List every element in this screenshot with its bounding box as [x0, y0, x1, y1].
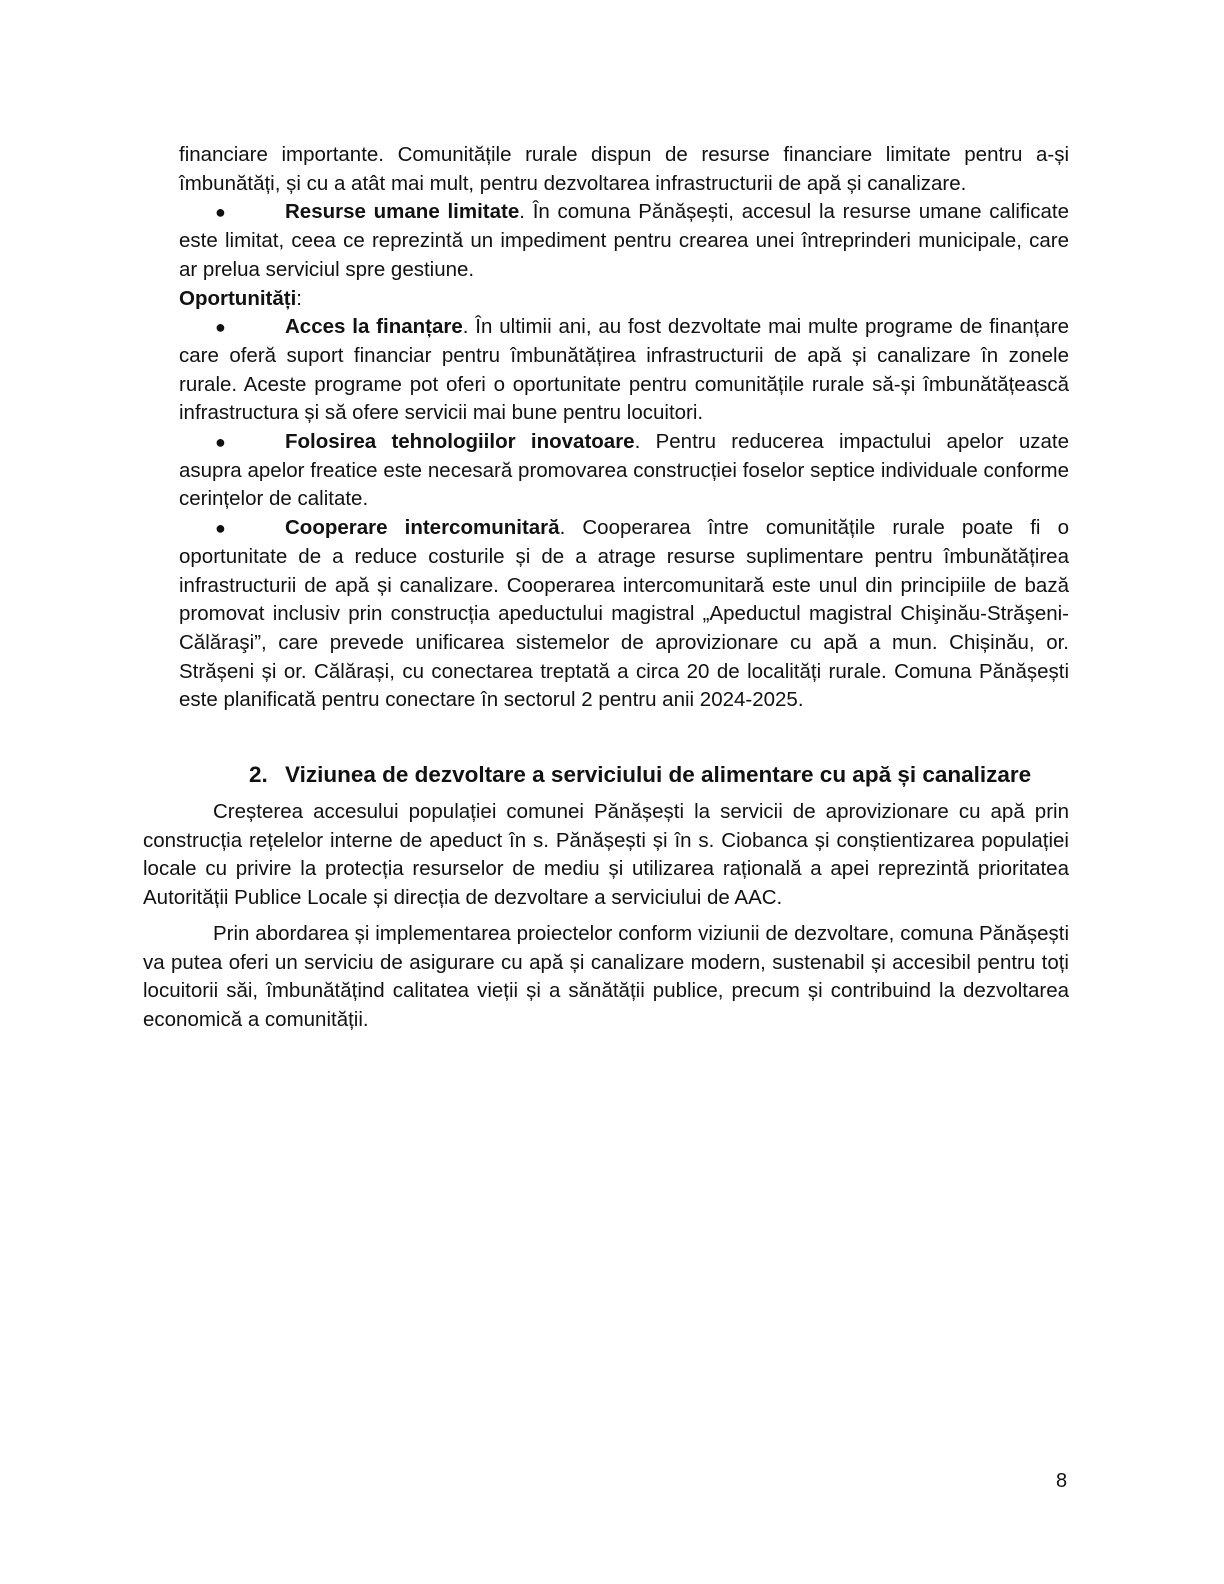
- page-content: [143, 141, 1069, 1035]
- opportunities-heading: [143, 285, 1069, 314]
- opportunities-label: Oportunități: [179, 286, 297, 310]
- page-number: 8: [1056, 1470, 1068, 1492]
- item-text: . În comuna Pănășești, accesul la resurse umane calificate este limitat, ceea ce reprezintă un impediment pentru crearea unei întreprinderi municipale, care ar prelua serviciul spre gestiune.: [179, 200, 1069, 281]
- list-item-tehnologii-inovatoare: [143, 428, 1069, 514]
- list-item-cooperare: [143, 514, 1069, 715]
- section-paragraph: Creșterea accesului populației comunei Pănășești la servicii de aprovizionare cu apă prin construcția rețelelor interne de apeduct în s. Pănășești și în s. Ciobanca și conștientizarea populației locale cu privire la protecția resurselor de mediu și utilizarea rațională a apei reprezintă prioritatea Autorității Publice Locale și direcția de dezvoltare a serviciului de AAC.: [143, 800, 1069, 910]
- item-text: . În ultimii ani, au fost dezvoltate mai multe programe de finanțare care oferă suport financiar pentru îmbunătățirea infrastructurii de apă și canalizare în zonele rurale. Aceste programe pot oferi o oportunitate pentru comunitățile rurale să-și îmbunătățească infrastructura și să ofere servicii mai bune pentru locuitori.: [179, 315, 1069, 425]
- bullet-icon: ●: [215, 317, 226, 338]
- item-title: Resurse umane limitate: [285, 200, 520, 224]
- list-item-resurse-umane: [143, 198, 1069, 284]
- bullet-icon: ●: [215, 518, 226, 539]
- bullet-icon: ●: [215, 202, 226, 223]
- section-heading: [143, 759, 1069, 790]
- bullet-icon: ●: [215, 432, 226, 453]
- item-title: Cooperare intercomunitară: [285, 516, 560, 540]
- section-number: 2.: [249, 762, 268, 788]
- list-item-acces-finantare: [143, 313, 1069, 428]
- opportunities-colon: :: [296, 286, 302, 310]
- item-text: . Cooperarea între comunitățile rurale poate fi o oportunitate de a reduce costurile și de a atrage resurse suplimentare pentru îmbunătățirea infrastructurii de apă și canalizare. Cooperarea intercomunitară este unul din principiile de bază promovat inclusiv prin construcția apeductului magistral „Apeductul magistral Chişinău-Străşeni-Călăraşi”, care prevede unificarea sistemelor de aprovizionare cu apă a mun. Chișinău, or. Strășeni și or. Călărași, cu conectarea treptată a circa 20 de localități rurale. Comuna Pănășești este planificată pentru conectare în sectorul 2 pentru anii 2024-2025.: [179, 516, 1069, 712]
- intro-continuation: financiare importante. Comunitățile rurale dispun de resurse financiare limitate pentru a-și îmbunătăți, și cu a atât mai mult, pentru dezvoltarea infrastructurii de apă și canalizare.: [179, 143, 1069, 195]
- item-text: . Pentru reducerea impactului apelor uzate asupra apelor freatice este necesară promovarea construcției foselor septice individuale conforme cerințelor de calitate.: [179, 430, 1069, 511]
- item-title: Acces la finanțare: [285, 315, 463, 339]
- section-title: Viziunea de dezvoltare a serviciului de alimentare cu apă și canalizare: [285, 762, 1032, 788]
- section-paragraph: Prin abordarea și implementarea proiectelor conform viziunii de dezvoltare, comuna Pănășești va putea oferi un serviciu de asigurare cu apă și canalizare modern, sustenabil și accesibil pentru toți locuitorii săi, îmbunătățind calitatea vieții și a sănătății publice, precum și contribuind la dezvoltarea economică a comunității.: [143, 921, 1069, 1031]
- item-title: Folosirea tehnologiilor inovatoare: [285, 430, 635, 454]
